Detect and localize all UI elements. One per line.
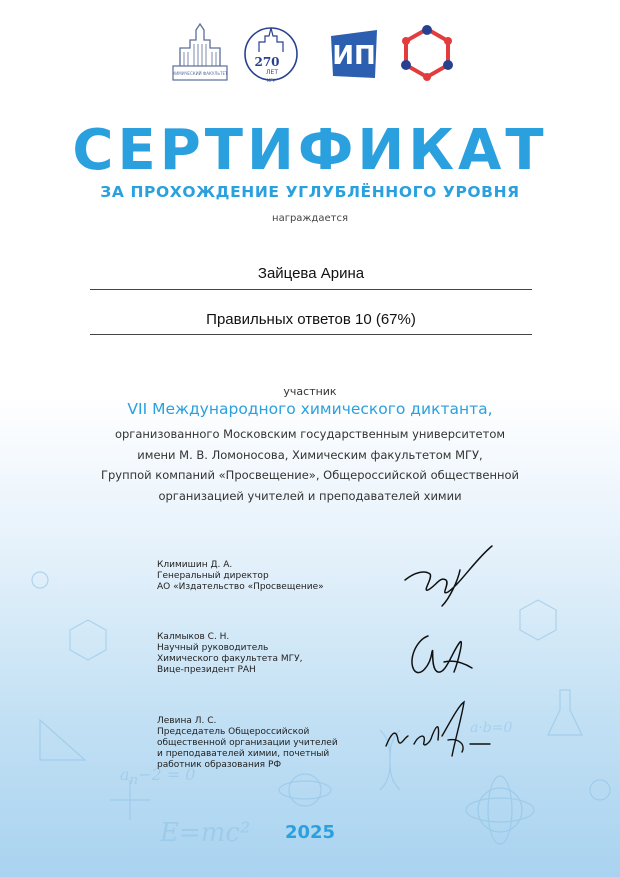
signatory-3 xyxy=(157,716,367,771)
signature-kalmykov xyxy=(400,622,480,692)
signature-levina xyxy=(378,696,496,766)
formula-decoration: $a_n-2 = 0$ xyxy=(120,765,196,789)
logo-row xyxy=(0,22,620,92)
signatory-title: Вице-президент РАН xyxy=(157,665,256,675)
signatory-name: Климишин Д. А. xyxy=(157,560,233,570)
certificate-title: СЕРТИФИКАТ xyxy=(72,118,548,183)
chemistry-faculty-logo xyxy=(170,22,230,84)
atom-icon-small xyxy=(289,774,321,806)
teachers-organization-logo xyxy=(398,24,456,82)
event-description xyxy=(60,424,560,506)
signatory-title: общественной организации учителей xyxy=(157,738,338,748)
description-line: организацией учителей и преподавателей химии xyxy=(158,488,462,503)
signatory-title: и преподавателей химии, почетный xyxy=(157,749,330,759)
awarded-label: награждается xyxy=(272,213,348,224)
flask-icon xyxy=(548,690,582,735)
event-name: VII Международного химического диктанта, xyxy=(127,400,493,418)
result-underline xyxy=(90,334,532,335)
signatory-title: работник образования РФ xyxy=(157,760,282,770)
signatory-title: АО «Издательство «Просвещение» xyxy=(157,582,324,592)
participant-label: участник xyxy=(283,385,337,398)
formula-decoration-2: a·b=0 xyxy=(470,720,513,736)
formula-decoration-emc2: E=mc² xyxy=(160,818,251,848)
signatory-title: Химического факультета МГУ, xyxy=(157,654,303,664)
msu-270-number: 270 xyxy=(254,55,280,69)
hexagon-icon xyxy=(70,620,106,660)
msu-270-logo xyxy=(243,22,299,86)
signatory-2 xyxy=(157,632,367,676)
certificate-subtitle: ЗА ПРОХОЖДЕНИЕ УГЛУБЛЁННОГО УРОВНЯ xyxy=(100,183,520,201)
description-line: Группой компаний «Просвещение», Общероссийской общественной xyxy=(100,468,520,482)
prosv-logo-text: ИП xyxy=(332,41,376,71)
recipient-underline xyxy=(90,289,532,290)
signatory-1 xyxy=(157,560,367,593)
msu-270-bottom: МГУ xyxy=(266,78,276,83)
description-line: организованного Московским государственным университетом xyxy=(114,427,506,441)
certificate-year: 2025 xyxy=(284,822,336,843)
signatory-title: Генеральный директор xyxy=(157,571,269,581)
signatory-title: Председатель Общероссийской xyxy=(157,727,310,737)
recipient-name: Зайцева Арина xyxy=(257,265,365,282)
description-line: имени М. В. Ломоносова, Химическим факультетом МГУ, xyxy=(137,447,483,462)
result-text: Правильных ответов 10 (67%) xyxy=(206,311,416,328)
signatory-name: Левина Л. С. xyxy=(157,716,217,726)
signatory-title: Научный руководитель xyxy=(157,643,269,653)
msu-270-sub: ЛЕТ xyxy=(266,69,278,76)
triangle-icon xyxy=(40,720,85,760)
signatory-name: Калмыков С. Н. xyxy=(157,632,230,642)
signature-klimishin xyxy=(400,540,500,610)
prosveshchenie-logo xyxy=(329,28,379,80)
faculty-logo-text: ХИМИЧЕСКИЙ ФАКУЛЬТЕТ xyxy=(172,71,228,76)
